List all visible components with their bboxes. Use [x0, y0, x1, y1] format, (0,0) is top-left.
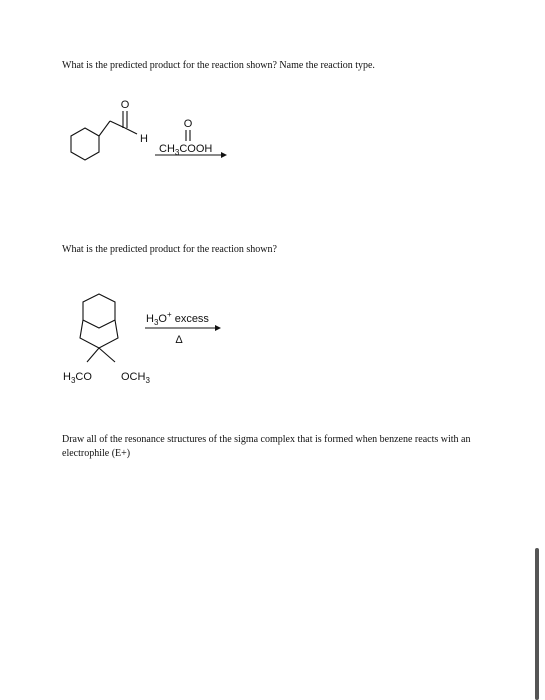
left-methoxy-group	[63, 371, 92, 385]
aldehyde-ch-bond	[125, 128, 137, 134]
reaction-arrow-2-head	[215, 325, 221, 331]
reaction-2-scheme	[55, 280, 245, 390]
acid-reagent-suffix: excess	[171, 313, 209, 325]
reagent-formula-subscript: 3	[174, 148, 180, 157]
bond-ketal-right-methoxy	[99, 348, 115, 362]
acid-reagent-prefix: H	[146, 313, 154, 325]
right-methoxy-prefix: OCH	[121, 371, 146, 383]
reagent-formula-suffix: COOH	[179, 143, 213, 155]
cyclohexane-ring	[71, 128, 99, 160]
question-2-text: What is the predicted product for the reaction shown?	[62, 244, 277, 255]
second-ring	[80, 320, 118, 348]
acid-reagent-formula	[146, 310, 209, 327]
question-1-text: What is the predicted product for the reaction shown? Name the reaction type.	[62, 60, 375, 71]
reaction-arrow-head	[221, 152, 227, 158]
reagent-oxygen-label: O	[183, 118, 193, 130]
left-methoxy-suffix: CO	[75, 371, 92, 383]
left-methoxy-prefix: H	[63, 371, 71, 383]
carbonyl-oxygen-label: O	[120, 99, 130, 111]
left-methoxy-subscript: 3	[70, 376, 76, 385]
heat-condition-label: Δ	[175, 334, 183, 346]
cyclopentane-ring	[83, 294, 115, 328]
acid-reagent-mid: O	[158, 313, 167, 325]
reagent-formula-prefix: CH	[159, 143, 175, 155]
aldehyde-h-label: H	[140, 133, 148, 145]
vertical-scrollbar[interactable]	[535, 548, 539, 700]
reaction-1-scheme	[55, 92, 245, 182]
right-methoxy-subscript: 3	[145, 376, 150, 385]
acid-reagent-superscript: +	[166, 310, 172, 319]
bond-ketal-left-methoxy	[87, 348, 99, 362]
bond-ring-ch2	[99, 121, 110, 136]
acid-reagent-subscript: 3	[153, 318, 159, 327]
right-methoxy-group	[121, 371, 150, 385]
question-3-text: Draw all of the resonance structures of the sigma complex that is formed when benzene reacts with an electrophile (E+)	[62, 434, 471, 459]
